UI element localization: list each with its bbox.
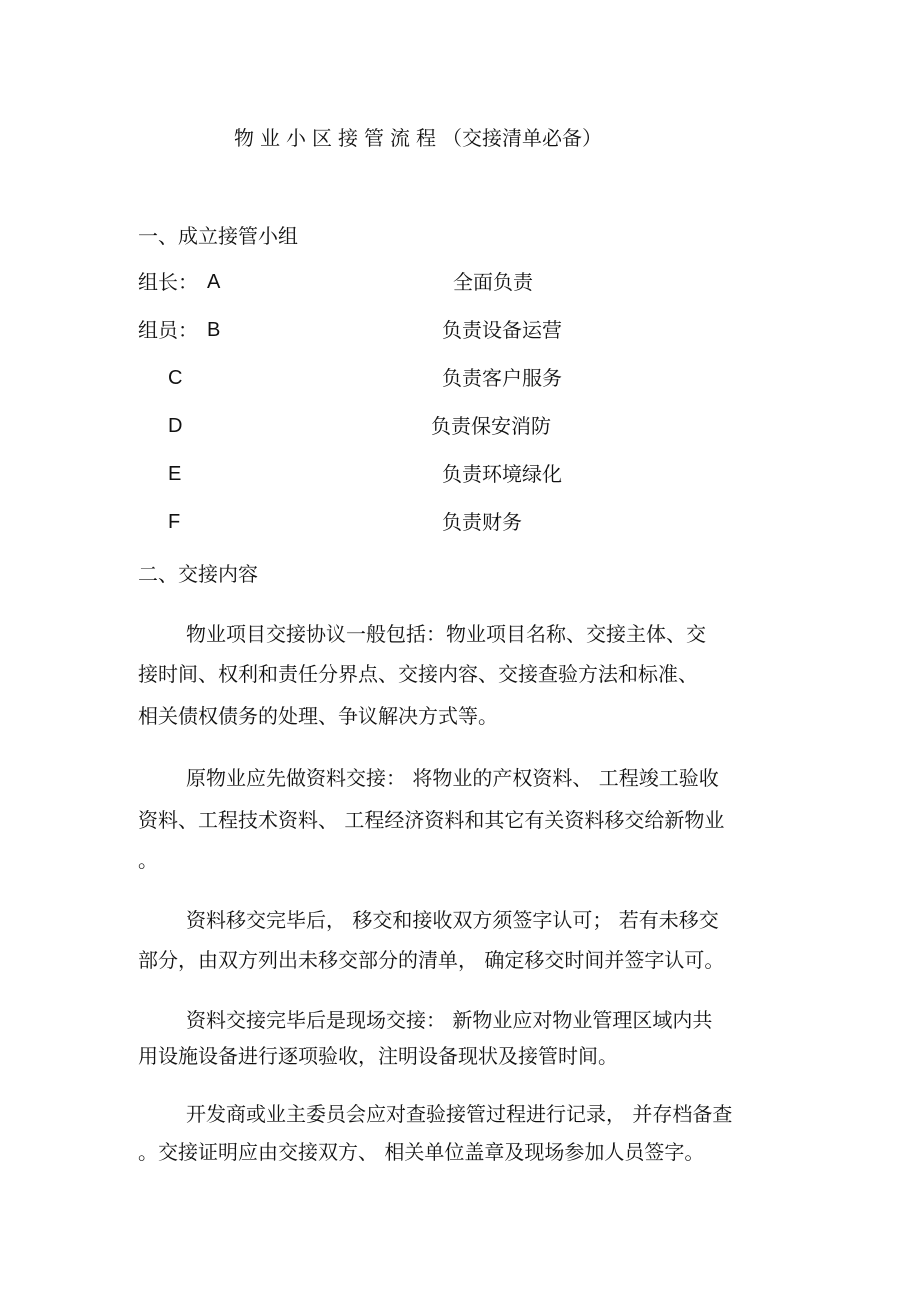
role-label-leader: 组长： <box>138 270 198 294</box>
member-duty-a: 全面负责 <box>453 270 533 294</box>
member-duty-e: 负责环境绿化 <box>442 462 562 486</box>
section-heading-2: 二、交接内容 <box>138 562 258 586</box>
paragraph-line: 。交接证明应由交接双方、 相关单位盖章及现场参加人员签字。 <box>138 1140 705 1164</box>
member-name-e: E <box>168 463 182 485</box>
title-subtitle: （交接清单必备） <box>442 126 602 150</box>
paragraph-line: 部分，由双方列出未移交部分的清单， 确定移交时间并签字认可。 <box>138 948 725 972</box>
paragraph-line: 相关债权债务的处理、争议解决方式等。 <box>138 704 498 728</box>
member-name-c: C <box>168 367 183 389</box>
paragraph-line: 资料移交完毕后， 移交和接收双方须签字认可； 若有未移交 <box>186 908 719 932</box>
role-label-members: 组员： <box>138 318 198 342</box>
paragraph-line: 物业项目交接协议一般包括：物业项目名称、交接主体、交 <box>186 622 706 646</box>
paragraph-line: 用设施设备进行逐项验收，注明设备现状及接管时间。 <box>138 1044 618 1068</box>
member-name-b: B <box>207 319 221 341</box>
paragraph-line: 资料、工程技术资料、 工程经济资料和其它有关资料移交给新物业 <box>138 808 725 832</box>
title-main: 物业小区接管流程 <box>234 126 442 150</box>
member-name-a: A <box>207 271 221 293</box>
page-title <box>234 126 602 150</box>
paragraph-line: 接时间、权利和责任分界点、交接内容、交接查验方法和标准、 <box>138 662 698 686</box>
member-duty-f: 负责财务 <box>442 510 522 534</box>
member-duty-b: 负责设备运营 <box>442 318 562 342</box>
member-duty-c: 负责客户服务 <box>442 366 562 390</box>
member-duty-d: 负责保安消防 <box>431 414 551 438</box>
paragraph-line: 开发商或业主委员会应对查验接管过程进行记录， 并存档备查 <box>186 1102 733 1126</box>
member-name-d: D <box>168 415 183 437</box>
paragraph-line: 资料交接完毕后是现场交接： 新物业应对物业管理区域内共 <box>186 1008 713 1032</box>
paragraph-line: 原物业应先做资料交接： 将物业的产权资料、 工程竣工验收 <box>186 766 719 790</box>
paragraph-line: 。 <box>138 848 158 872</box>
section-heading-1: 一、成立接管小组 <box>138 224 298 248</box>
member-name-f: F <box>168 511 181 533</box>
